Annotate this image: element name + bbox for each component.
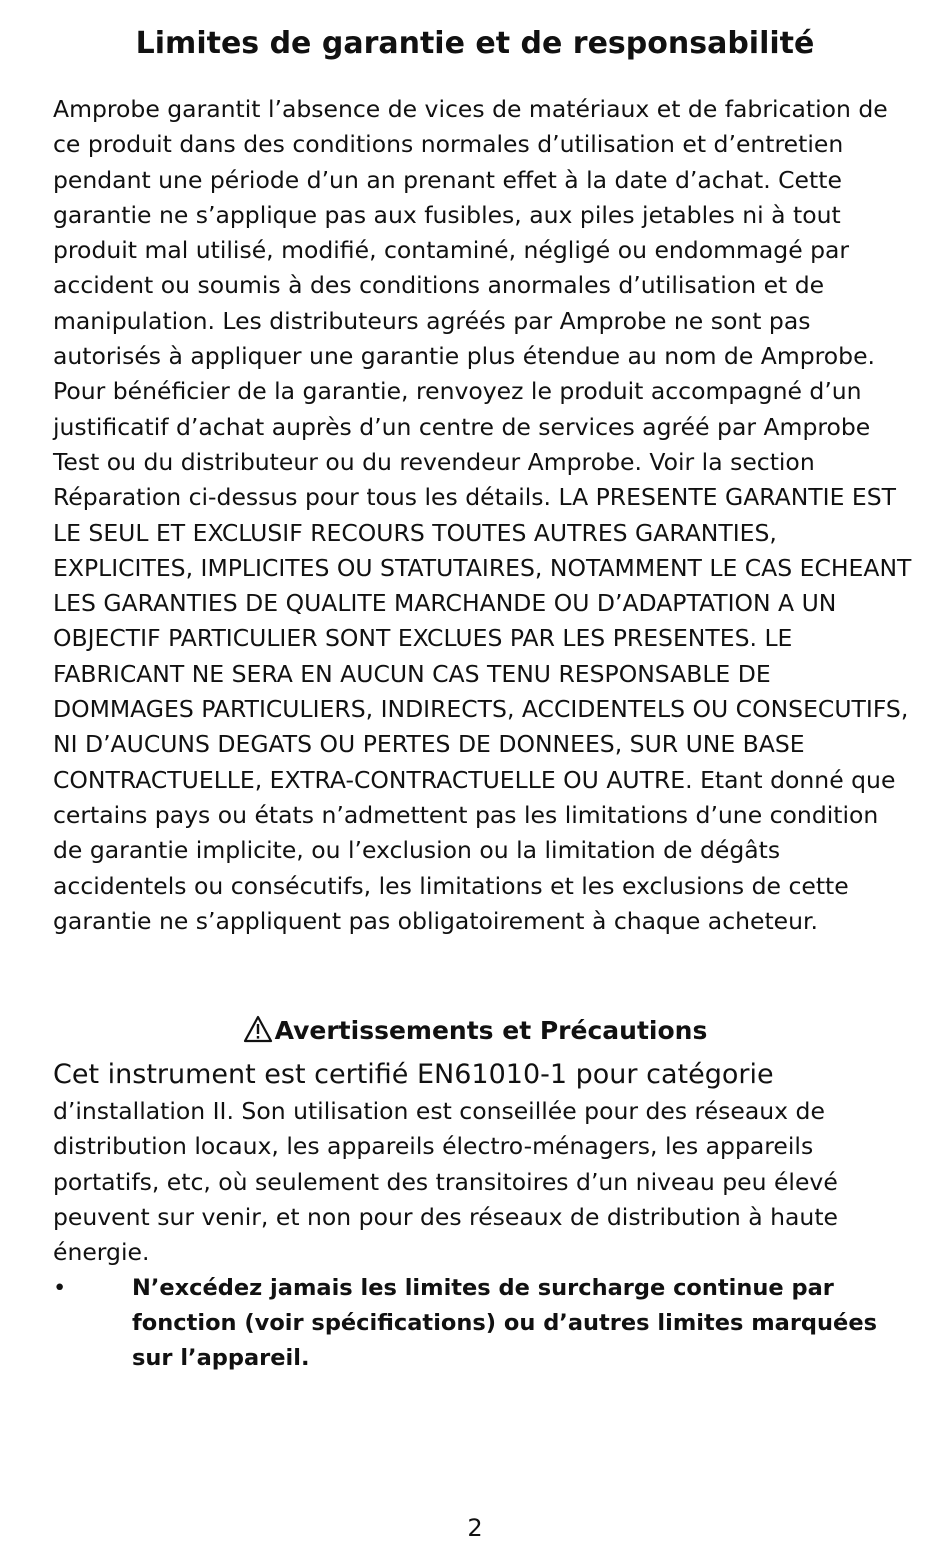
warranty-paragraph: Amprobe garantit l’absence de vices de matériaux et de fabrication de ce produit dans des conditions normales d’utilisation et d’entretien pendant une période d’un an prenant effet à la date d’achat. Cette garantie ne s’applique pas aux fusibles, aux piles jetables ni à tout produit mal utilisé, modifié, contaminé, négligé ou endommagé par accident ou soumis à des conditions anormales d’utilisation et de manipulation. Les distributeurs agréés par Amprobe ne sont pas autorisés à appliquer une garantie plus étendue au nom de Amprobe. Pour bénéficier de la garantie, renvoyez le produit accompagné d’un justificatif d’achat auprès d’un centre de services agréé par Amprobe Test ou du distributeur ou du revendeur Amprobe. Voir la section Réparation ci-dessus pour tous les détails. LA PRESENTE GARANTIE EST LE SEUL ET EXCLUSIF RECOURS TOUTES AUTRES GARANTIES, EXPLICITES, IMPLICITES OU STATUTAIRES, NOTAMMENT LE CAS ECHEANT LES GARANTIES DE QUALITE MARCHANDE OU D’ADAPTATION A UN OBJECTIF PARTICULIER SONT EXCLUES PAR LES PRESENTES. LE FABRICANT NE SERA EN AUCUN CAS TENU RESPONSABLE DE DOMMAGES PARTICULIERS, INDIRECTS, ACCIDENTELS OU CONSECUTIFS, NI D’AUCUNS DEGATS OU PERTES DE DONNEES, SUR UNE BASE CONTRACTUELLE, EXTRA-CONTRACTUELLE OU AUTRE. Etant donné que certains pays ou états n’admettent pas les limitations d’une condition de garantie implicite, ou l’exclusion ou la limitation de dégâts accidentels ou consécutifs, les limitations et les exclusions de cette garantie ne s’appliquent pas obligatoirement à chaque acheteur.	[53, 95, 912, 935]
certification-paragraph: d’installation II. Son utilisation est conseillée pour des réseaux de distribution locaux, les appareils électro-ménagers, les appareils portatifs, etc, où seulement des transitoires d’un niveau peu élevé peuvent sur venir, et non pour des réseaux de distribution à haute énergie.	[53, 1097, 839, 1267]
warning-triangle-icon	[243, 1015, 273, 1054]
page-title: Limites de garantie et de responsabilité	[135, 26, 815, 61]
section-heading	[0, 1012, 950, 1054]
list-item	[53, 1271, 913, 1376]
page-number: 2	[467, 1514, 483, 1542]
precautions-list	[53, 1271, 913, 1376]
bullet-marker: •	[53, 1275, 67, 1301]
certification-lead: Cet instrument est certifié EN61010-1 pour catégorie	[53, 1059, 774, 1090]
bullet-text: N’excédez jamais les limites de surcharge continue par fonction (voir spécifications) ou d’autres limites marquées sur l’appareil.	[132, 1275, 877, 1371]
section-heading-text: Avertissements et Précautions	[274, 1016, 708, 1045]
